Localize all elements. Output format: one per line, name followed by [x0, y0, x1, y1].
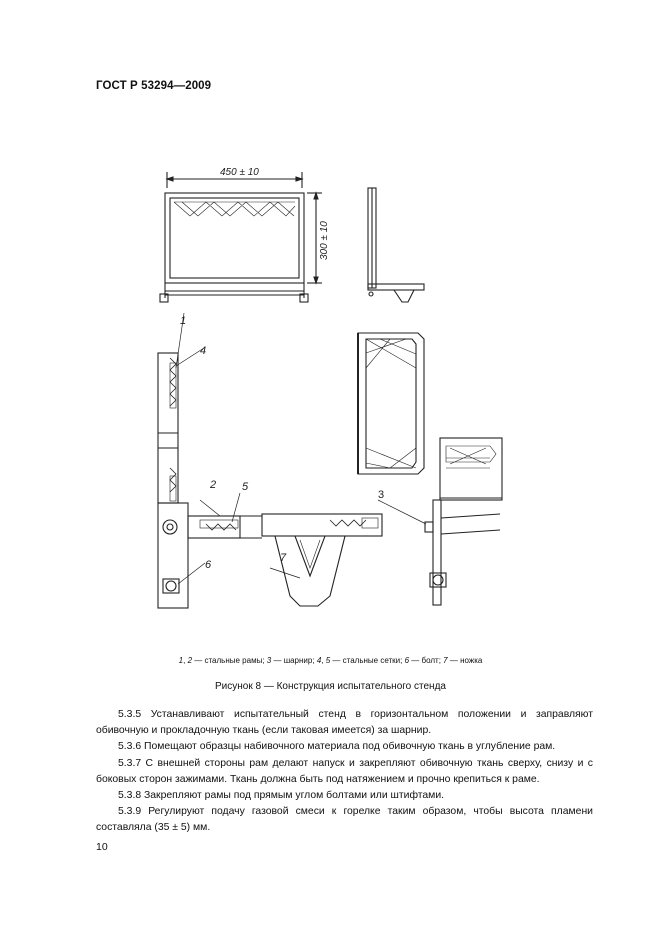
part-label-2: 2 — [210, 479, 217, 491]
part-label-5: 5 — [242, 481, 249, 493]
frame-section-horizontal — [188, 493, 382, 606]
side-view — [368, 188, 424, 302]
paragraph-5-3-5: 5.3.5 Устанавливают испытательный стенд в горизонтальном положении и заправляют обивочную и прокладочную ткань (если таковая имеется) за шарнир. — [96, 709, 593, 737]
part-label-7: 7 — [280, 552, 287, 564]
page-number: 10 — [96, 841, 108, 853]
paragraph-5-3-7: 5.3.7 С внешней стороны рам делают напуск и закрепляют обивочную ткань сверху, снизу и с боковых сторон зажимами. Ткань должна быть под натяжением и прочно крепиться к раме. — [96, 757, 593, 785]
paragraph-5-3-8: 5.3.8 Закрепляют рамы под прямым углом болтами или штифтами. — [118, 790, 445, 802]
part-label-1: 1 — [180, 315, 187, 327]
part-label-6: 6 — [205, 559, 212, 571]
front-view-frame — [160, 172, 322, 302]
body-text — [96, 707, 593, 837]
isometric-frame — [358, 333, 424, 474]
figure-caption: Рисунок 8 — Конструкция испытательного стенда — [215, 681, 446, 692]
paragraph-5-3-9: 5.3.9 Регулируют подачу газовой смеси к горелке таким образом, чтобы высота пламени составляла (35 ± 5) мм. — [96, 806, 593, 834]
test-stand-drawing — [150, 158, 520, 618]
part-label-4: 4 — [200, 345, 207, 357]
document-code-header: ГОСТ Р 53294—2009 — [96, 80, 212, 92]
figure-legend: 1, 2 — стальные рамы; 3 — шарнир; 4, 5 — стальные сетки; 6 — болт; 7 — ножка — [178, 656, 483, 665]
frame-section-vertical — [158, 313, 205, 608]
height-dimension: 300 ± 10 — [319, 221, 330, 260]
part-label-3: 3 — [378, 489, 385, 501]
width-dimension: 450 ± 10 — [220, 167, 259, 178]
paragraph-5-3-6: 5.3.6 Помещают образцы набивочного материала под обивочную ткань в углубление рам. — [118, 741, 556, 753]
